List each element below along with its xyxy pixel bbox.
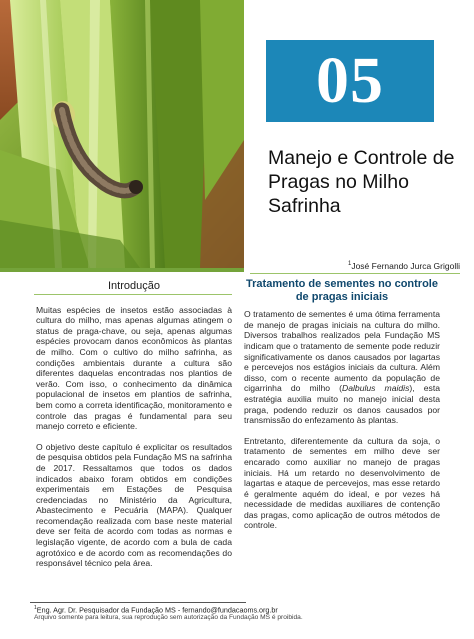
author-name: José Fernando Jurca Grigolli — [351, 261, 460, 271]
section-heading-tratamento: Tratamento de sementes no controle de pragas iniciais — [246, 278, 438, 303]
heading-divider — [34, 294, 232, 295]
footnote-divider — [30, 602, 246, 603]
footnote-text: Eng. Agr. Dr. Pesquisador da Fundação MS - fernando@fundacaoms.org.br — [36, 605, 278, 615]
paragraph: O objetivo deste capítulo é explicitar os resultados de pesquisa obtidos pela Fundação MS na safrinha de 2017. Ressaltamos que todos os dados indicados abaixo foram obtidos em condições experimentais em Estações de Pesquisa credenciadas no Ministério da Agricultura, Abastecimento e Pecuária (MAPA). Qualquer recomendação realizada com base neste material deve ser feita de acordo com todas as normas e legislação vigente, de acordo com a bula de cada agrotóxico e de acordo com as recomendações do responsável técnico pela área. — [36, 441, 232, 569]
photo-accent-rule — [0, 268, 244, 272]
species-name: Dalbulus maidis — [342, 383, 410, 394]
paragraph-text: ), esta estratégia auxilia muito no manejo inicial desta praga, podendo reduzir os danos causados por transmissão do enfezamento às plantas. — [244, 383, 441, 426]
author-line — [348, 261, 460, 271]
paragraph — [244, 309, 440, 426]
footnote-marker: 1 — [34, 605, 37, 611]
chapter-title: Manejo e Controle de Pragas no Milho Safrinha — [268, 147, 455, 217]
author-footnote-marker: 1 — [347, 261, 352, 268]
paragraph: Muitas espécies de insetos estão associadas à cultura do milho, mas apenas algumas atingem o status de praga-chave, ou seja, apenas algumas espécies provocam danos econômicos às plantas de milho. Com o cultivo do milho safrinha, as condições ambientais durante a cultura são diferentes daquelas encontradas nos plantios de verão. Com isso, o conhecimento da dinâmica populacional de insetos em plantios de safrinha, bem como a correta identificação, monitoramento e controle das pragas é fundamental para seu manejo correto e eficiente. — [36, 304, 232, 432]
left-column — [36, 278, 232, 579]
paragraph: Entretanto, diferentemente da cultura da soja, o tratamento de sementes em milho deve ser encarado como auxiliar no manejo de pragas iniciais. Há um retardo no desenvolvimento de lagartas e ataque de percevejos, mas esse retardo é geralmente aquém do ideal, e por vezes há necessidade de medidas auxiliares de contenção das pragas, como aplicação de outros métodos de controle. — [244, 435, 440, 531]
section-heading-introducao: Introdução — [108, 280, 160, 292]
chapter-number-box — [266, 40, 434, 122]
author-divider — [250, 273, 460, 274]
copyright-disclaimer: Arquivo somente para leitura, sua reprodução sem autorização da Fundação MS é proibida. — [34, 614, 303, 621]
caterpillar-on-corn-image — [0, 0, 244, 268]
paragraph-text: O tratamento de sementes é uma ótima ferramenta de manejo de pragas iniciais na cultura do milho. Diversos trabalhos realizados pela Fundação MS indicam que o tratamento de semente pode reduzir significativamente os danos causados por lagartas e percevejos nos estágios iniciais da cultura. Além disso, com o recente aumento da população de cigarrinha do milho ( — [244, 309, 440, 394]
footnote — [34, 604, 278, 614]
chapter-photo — [0, 0, 244, 268]
right-column — [244, 278, 440, 541]
chapter-number: 05 — [316, 44, 384, 117]
